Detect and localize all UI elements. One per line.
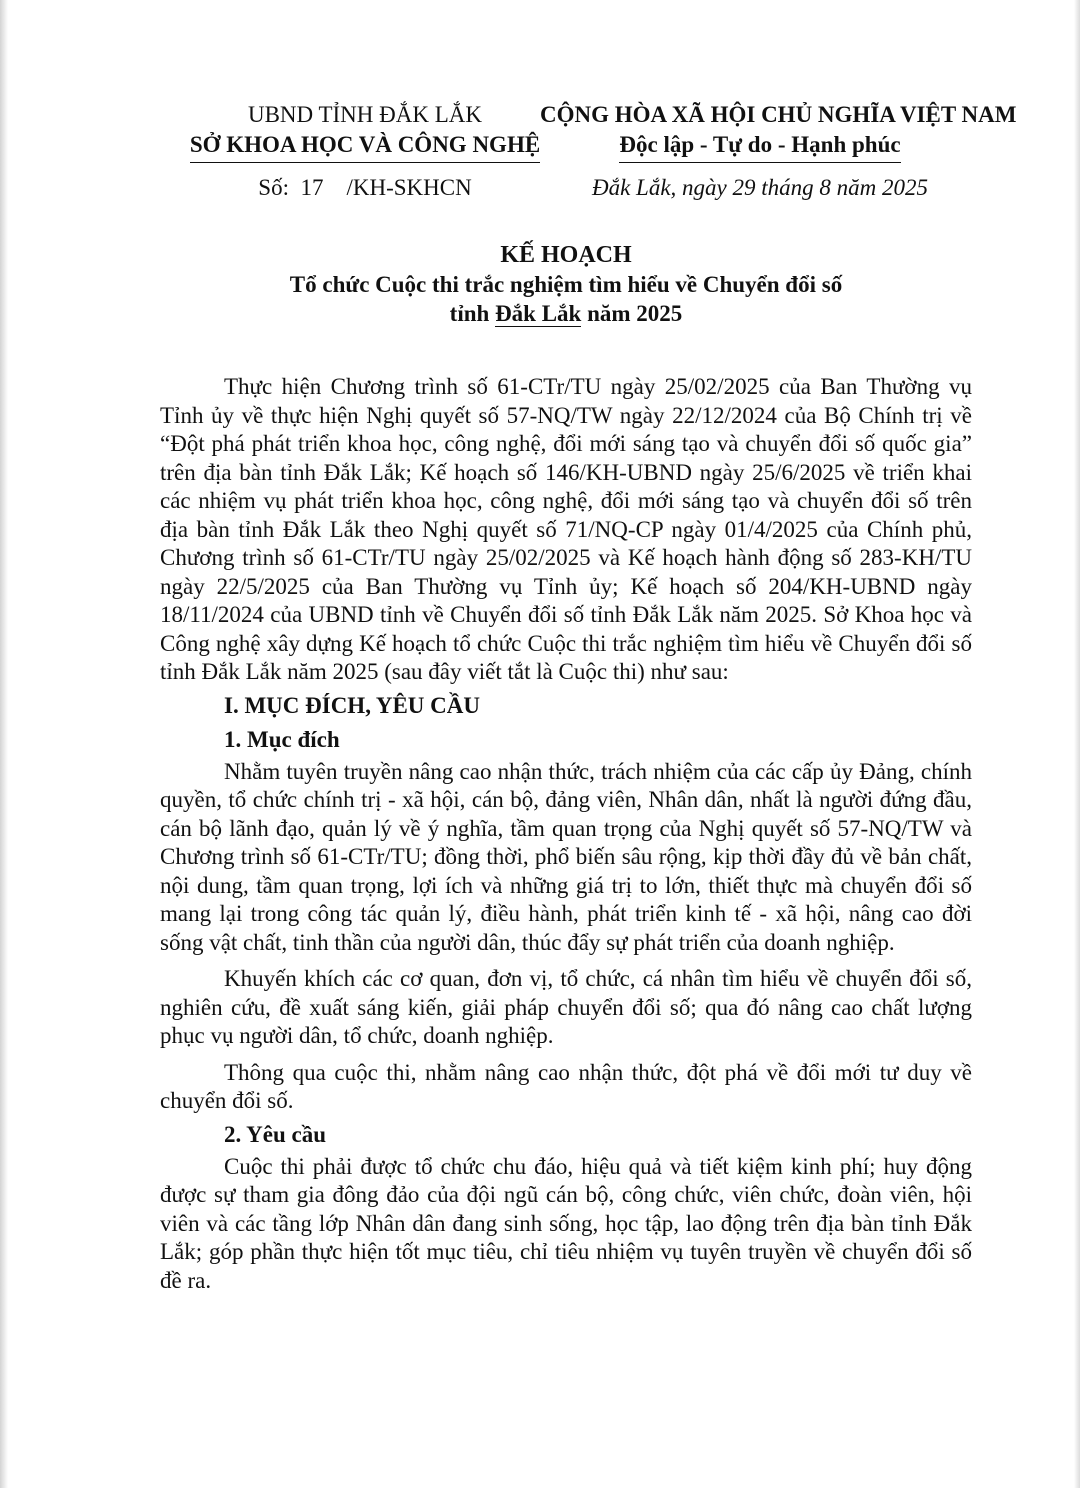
header-right — [540, 100, 1017, 203]
document-date: Đắk Lắk, ngày 29 tháng 8 năm 2025 — [591, 175, 929, 200]
section-heading-1: I. MỤC ĐÍCH, YÊU CẦU — [224, 692, 480, 718]
subsection-heading-purpose: 1. Mục đích — [224, 726, 340, 752]
purpose-paragraph-2: Khuyến khích các cơ quan, đơn vị, tổ chức, cá nhân tìm hiểu về chuyển đổi số, nghiên cứu, đề xuất sáng kiến, giải pháp chuyển đổi số; qua đó nâng cao chất lượng phục vụ người dân, tổ chức, doanh nghiệp. — [160, 966, 972, 1048]
header-left — [160, 100, 570, 203]
page-edge-shadow-right — [1074, 0, 1080, 1488]
subsection-heading-requirements: 2. Yêu cầu — [224, 1121, 327, 1147]
title-main: KẾ HOẠCH — [500, 242, 632, 268]
page-edge-shadow — [0, 0, 8, 1488]
agency-name: SỞ KHOA HỌC VÀ CÔNG NGHỆ — [190, 130, 540, 163]
title-subtitle-2: tỉnh Đắk Lắk năm 2025 — [449, 301, 683, 326]
document-title — [160, 241, 972, 328]
document-body — [160, 373, 972, 1295]
purpose-paragraph-1: Nhằm tuyên truyền nâng cao nhận thức, trách nhiệm của các cấp ủy Đảng, chính quyền, tổ chức chính trị - xã hội, cán bộ, đảng viên, Nhân dân, nhất là người đứng đầu, cán bộ lãnh đạo, quản lý về ý nghĩa, tầm quan trọng của Nghị quyết số 57-NQ/TW và Chương trình số 61-CTr/TU; đồng thời, phổ biến sâu rộng, kịp thời đầy đủ về bản chất, nội dung, tầm quan trọng, lợi ích và những giá trị to lớn, thiết thực mà chuyển đổi số mang lại trong công tác quản lý, điều hành, phát triển kinh tế - xã hội, nâng cao đời sống vật chất, tinh thần của người dân, thúc đẩy sự phát triển của doanh nghiệp. — [160, 758, 972, 955]
title-subtitle-1: Tổ chức Cuộc thi trắc nghiệm tìm hiểu về Chuyển đổi số — [289, 272, 843, 297]
intro-paragraph: Thực hiện Chương trình số 61-CTr/TU ngày 25/02/2025 của Ban Thường vụ Tỉnh ủy về thực hiện Nghị quyết số 57-NQ/TW ngày 22/12/2024 của Bộ Chính trị về “Đột phá phát triển khoa học, công nghệ, đổi mới sáng tạo và chuyển đổi số quốc gia” trên địa bàn tỉnh Đắk Lắk; Kế hoạch số 146/KH-UBND ngày 25/6/2025 về triển khai các nhiệm vụ phát triển khoa học, công nghệ, đổi mới sáng tạo và chuyển đổi số trên địa bàn tỉnh Đắk Lắk theo Nghị quyết số 71/NQ-CP ngày 01/4/2025 của Chính phủ, Chương trình số 61-CTr/TU ngày 25/02/2025 và Kế hoạch hành động số 283-KH/TU ngày 22/5/2025 của Ban Thường vụ Tỉnh ủy; Kế hoạch số 204/KH-UBND ngày 18/11/2024 của UBND tỉnh về Chuyển đổi số tỉnh Đắk Lắk năm 2025. Sở Khoa học và Công nghệ xây dựng Kế hoạch tổ chức Cuộc thi trắc nghiệm tìm hiểu về Chuyển đổi số tỉnh Đắk Lắk năm 2025 (sau đây viết tắt là Cuộc thi) như sau: — [160, 374, 972, 684]
national-title: CỘNG HÒA XÃ HỘI CHỦ NGHĨA VIỆT NAM — [540, 102, 1017, 127]
requirements-paragraph: Cuộc thi phải được tổ chức chu đáo, hiệu quả và tiết kiệm kinh phí; huy động được sự tham gia đông đảo của đội ngũ cán bộ, công chức, viên chức, đoàn viên, hội viên và các tầng lớp Nhân dân đang sinh sống, học tập, lao động trên địa bàn tỉnh Đắk Lắk; góp phần thực hiện tốt mục tiêu, chỉ tiêu nhiệm vụ tuyên truyền về chuyển đổi số đề ra. — [160, 1153, 972, 1293]
document-number: Số: 17 /KH-SKHCN — [258, 175, 472, 200]
national-motto: Độc lập - Tự do - Hạnh phúc — [619, 130, 900, 163]
purpose-paragraph-3: Thông qua cuộc thi, nhằm nâng cao nhận thức, đột phá về đổi mới tư duy về chuyển đổi số. — [160, 1059, 972, 1113]
agency-parent: UBND TỈNH ĐẮK LẮK — [247, 102, 483, 127]
